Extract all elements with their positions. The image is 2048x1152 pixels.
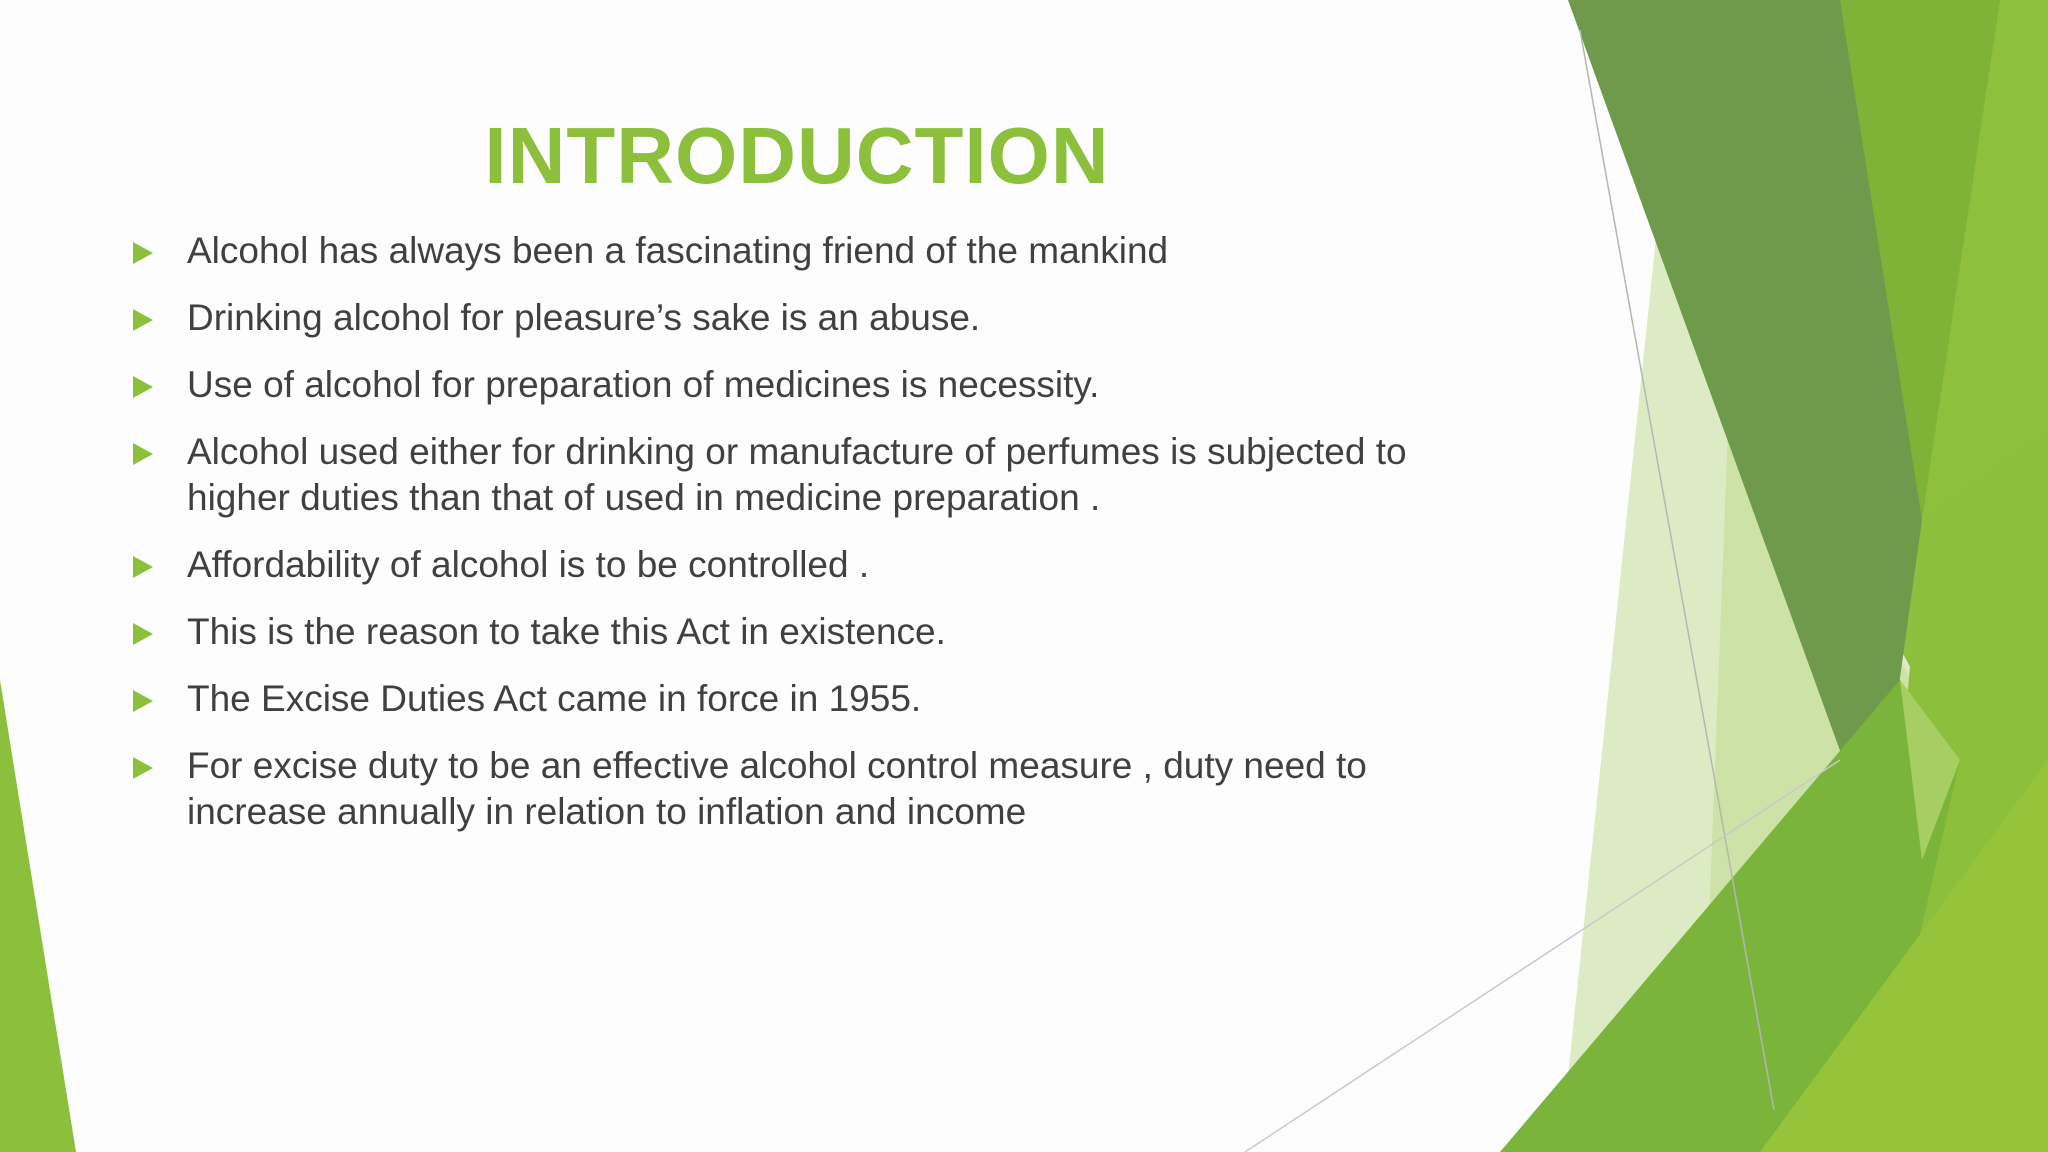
bullet-item [130, 429, 1510, 521]
bullet-list [130, 228, 1510, 856]
bullet-item [130, 362, 1510, 408]
bullet-item [130, 542, 1510, 588]
bullet-item [130, 228, 1510, 274]
triangle-right-icon [133, 623, 153, 645]
triangle-right-icon [133, 242, 153, 264]
bullet-text: For excise duty to be an effective alcohol control measure , duty need to increase annually in relation to inflation and income [187, 745, 1367, 832]
bullet-item [130, 743, 1510, 835]
bullet-item [130, 676, 1510, 722]
bullet-text: Alcohol has always been a fascinating friend of the mankind [187, 230, 1169, 271]
triangle-right-icon [133, 690, 153, 712]
left-green-sliver [0, 680, 76, 1152]
bullet-text: Affordability of alcohol is to be controlled . [187, 544, 870, 585]
bullet-text: Use of alcohol for preparation of medicines is necessity. [187, 364, 1100, 405]
triangle-right-icon [133, 556, 153, 578]
triangle-right-icon [133, 376, 153, 398]
triangle-right-icon [133, 757, 153, 779]
bullet-text: This is the reason to take this Act in existence. [187, 611, 946, 652]
bullet-item [130, 609, 1510, 655]
triangle-right-icon [133, 309, 153, 331]
bullet-item [130, 295, 1510, 341]
triangle-right-icon [133, 443, 153, 465]
bullet-text: Alcohol used either for drinking or manufacture of perfumes is subjected to higher duties than that of used in medicine preparation . [187, 431, 1407, 518]
slide-title: INTRODUCTION [484, 111, 1110, 200]
bullet-text: The Excise Duties Act came in force in 1955. [187, 678, 922, 719]
bullet-text: Drinking alcohol for pleasure’s sake is an abuse. [187, 297, 981, 338]
